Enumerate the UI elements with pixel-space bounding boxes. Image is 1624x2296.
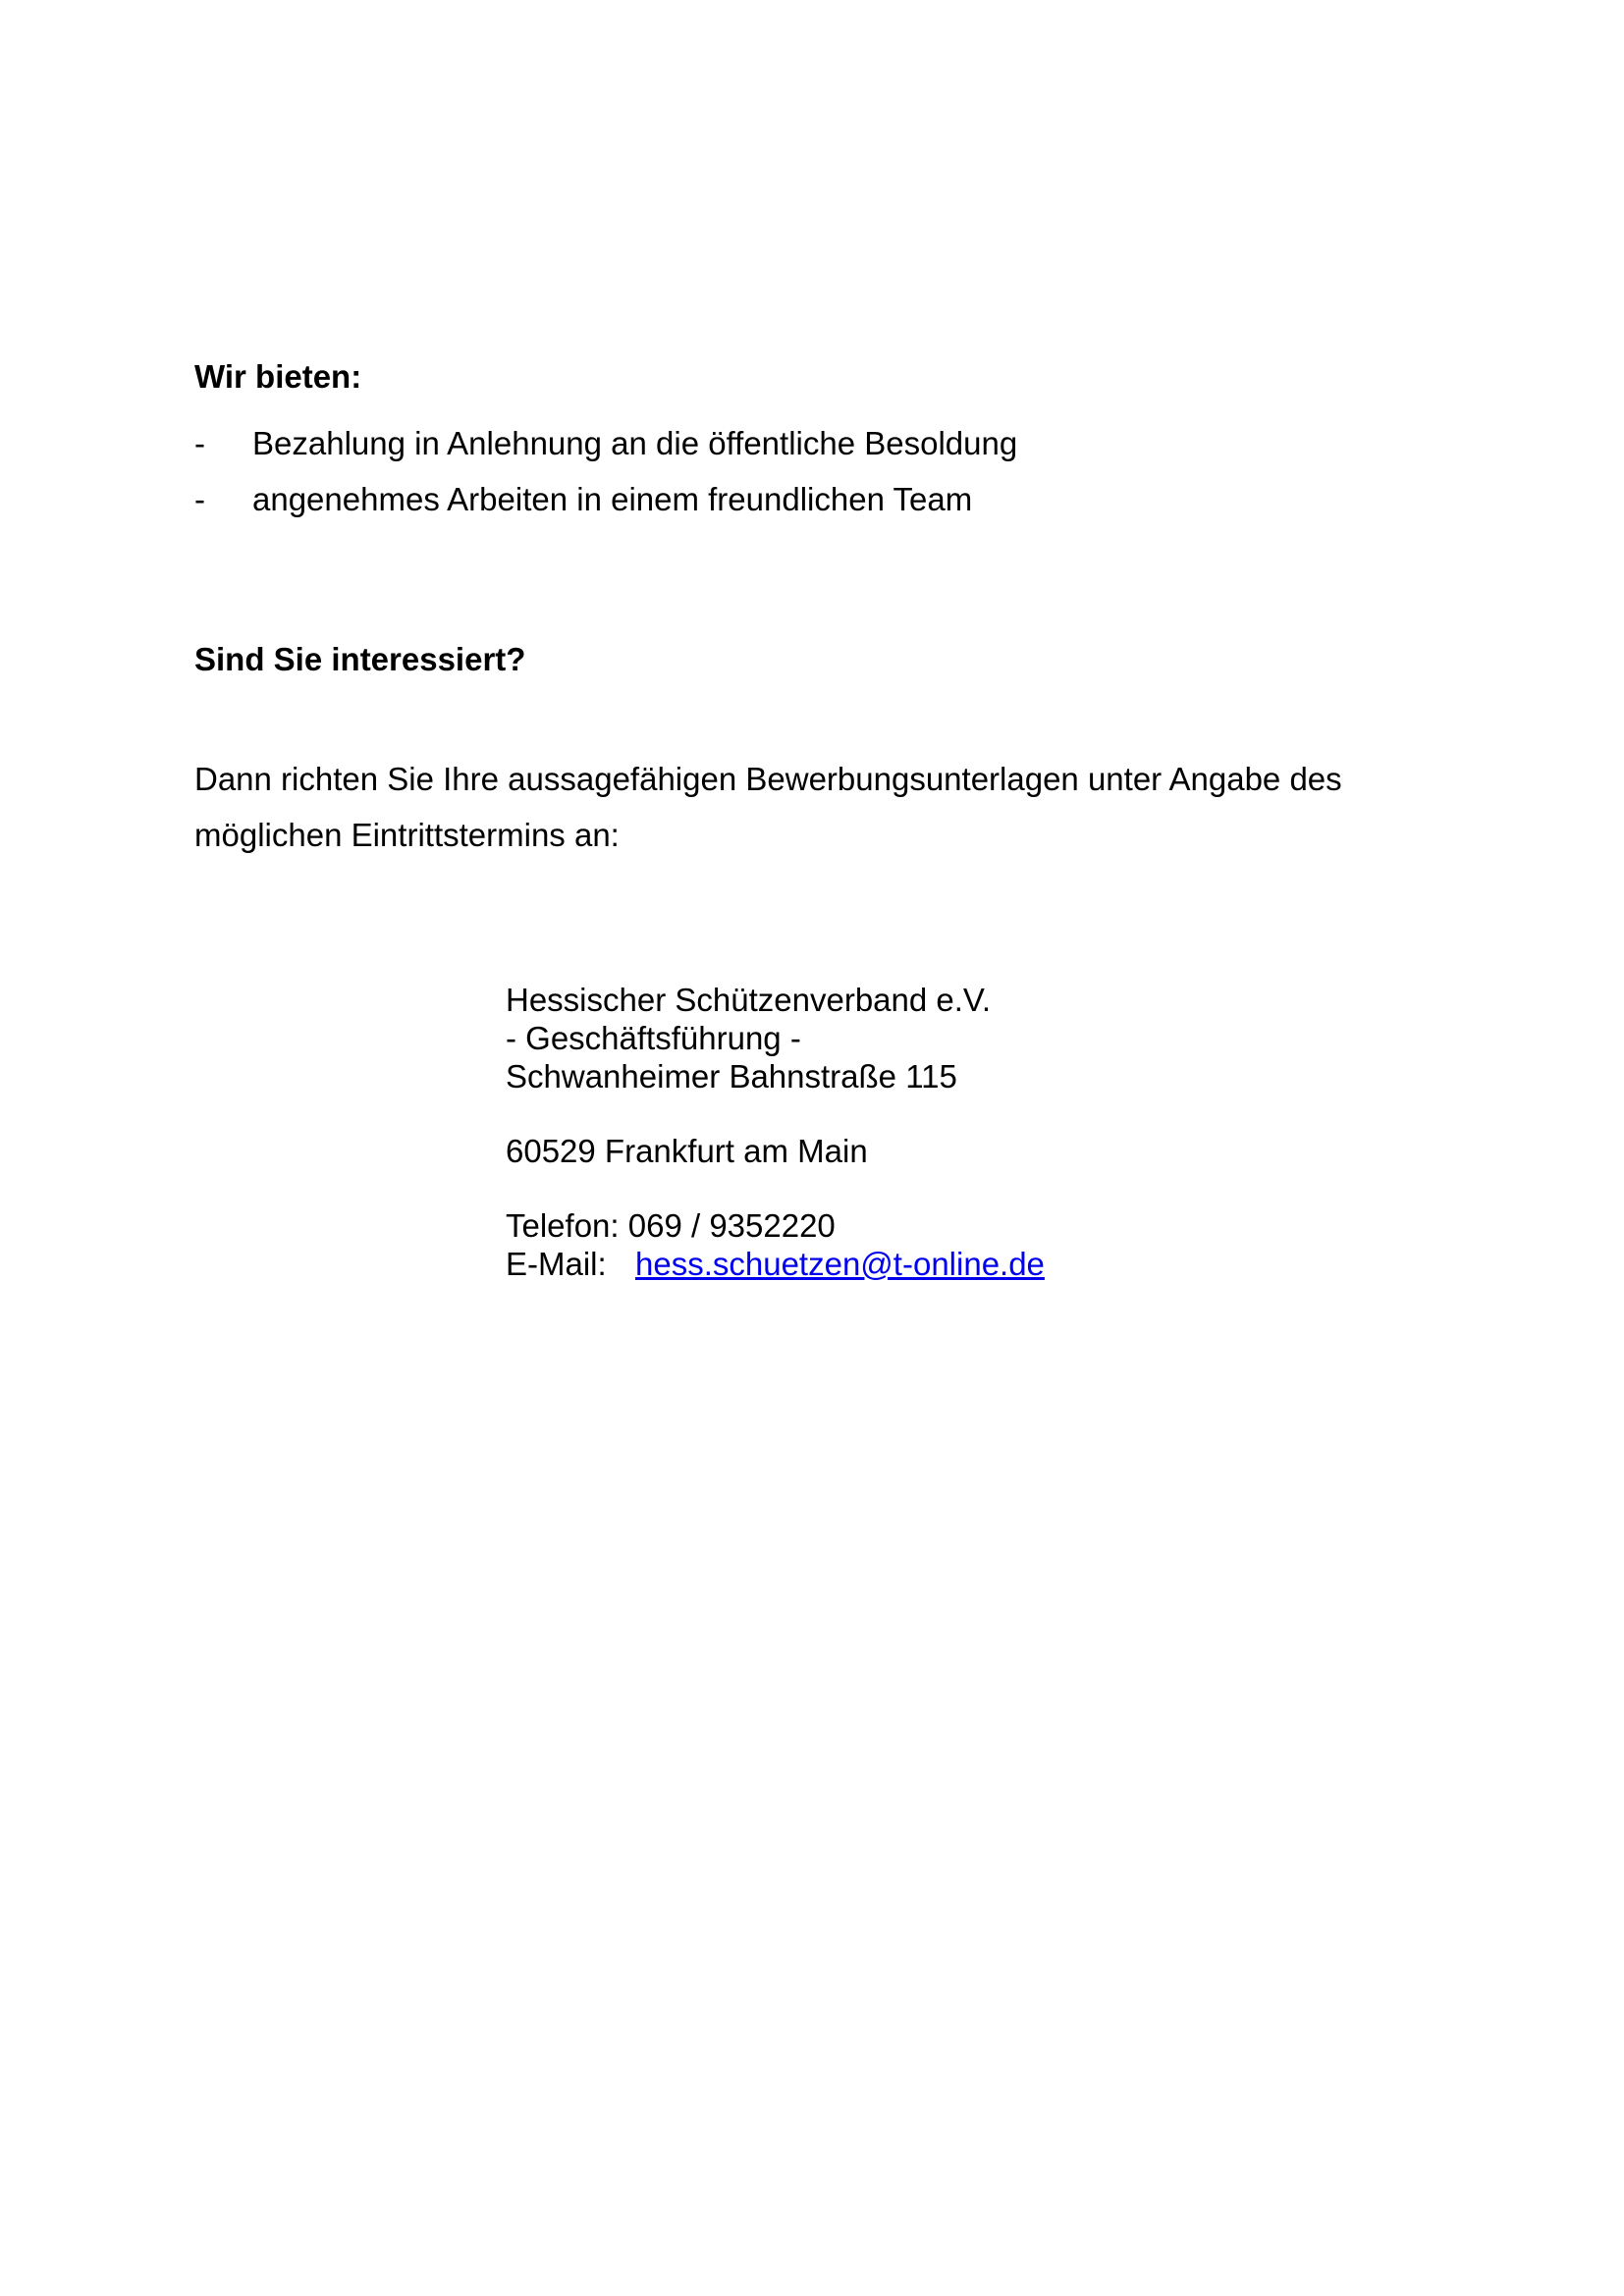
list-item — [194, 471, 1017, 527]
address-block — [506, 981, 1045, 1283]
bullet-text: Bezahlung in Anlehnung an die öffentliche Besoldung — [252, 425, 1018, 461]
city-address: 60529 Frankfurt am Main — [506, 1133, 868, 1169]
email-row — [506, 1245, 1045, 1283]
email-link[interactable]: hess.schuetzen@t-online.de — [635, 1246, 1045, 1282]
application-instructions: Dann richten Sie Ihre aussagefähigen Bewerbungsunterlagen unter Angabe des möglichen Eintrittstermins an: — [194, 761, 1342, 853]
organization-name: Hessischer Schützenverband e.V. — [506, 982, 992, 1018]
bullet-dash: - — [194, 481, 205, 517]
interest-heading: Sind Sie interessiert? — [194, 641, 526, 677]
list-item — [194, 415, 1017, 471]
phone-number: Telefon: 069 / 9352220 — [506, 1207, 836, 1244]
offer-heading: Wir bieten: — [194, 358, 362, 395]
offer-list — [194, 415, 1017, 527]
department-name: - Geschäftsführung - — [506, 1020, 801, 1056]
email-label: E-Mail: — [506, 1246, 607, 1282]
street-address: Schwanheimer Bahnstraße 115 — [506, 1058, 957, 1095]
spacer — [506, 1170, 1045, 1206]
bullet-dash: - — [194, 425, 205, 461]
bullet-text: angenehmes Arbeiten in einem freundlichen Team — [252, 481, 973, 517]
spacer — [506, 1095, 1045, 1132]
